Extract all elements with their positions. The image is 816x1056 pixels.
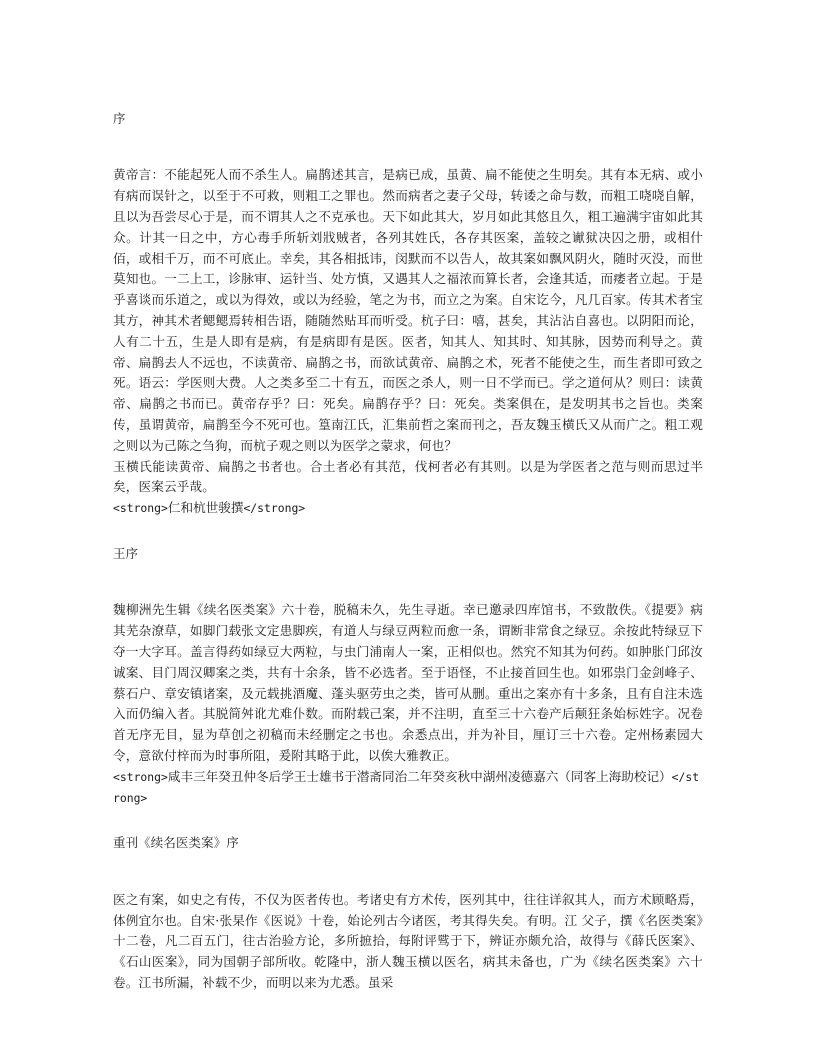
strong-close-tag-literal: </strong> [243, 501, 306, 516]
strong-open-tag-literal: <strong> [113, 501, 168, 516]
spacer [113, 850, 703, 890]
signature-wangxu-text: 咸丰三年癸丑仲冬后学王士雄书于潜斋同治二年癸亥秋中湖州凌德嘉六（同客上海助校记） [167, 768, 672, 784]
strong-close-tag-literal: </strong> [113, 769, 700, 805]
section-heading-xu: 序 [113, 111, 126, 126]
paragraph-xu-2: 玉横氏能读黄帝、扁鹊之书者也。合土者必有其范，伐柯者必有其则。以是为学医者之范与则而思过半矣，医案云乎哉。 [113, 458, 703, 495]
spacer [113, 808, 703, 837]
strong-open-tag-literal: <strong> [113, 769, 168, 784]
paragraph-xu-1: 黄帝言：不能起死人而不杀生人。扁鹊述其言，是病已成，虽黄、扁不能使之生明矣。其有本无病、或小有病而误针之，以至于不可救，则粗工之罪也。然而病者之妻子父母，转诿之命与数，而粗工哓哓自解，且以为吾尝尽心于是，而不谓其人之不克承也。天下如此其大，岁月如此其悠且久，粗工遍满宇宙如此其众。计其一日之中，方心毒手所斩刘戕贼者，各列其姓氏，各存其医案，盖较之谳狱决囚之册，或相什佰，或相千万，而不可底止。幸矣，其各相抵讳，闵默而不以告人，故其案如飘风阴火，随时灭没，而世莫知也。一二上工，诊脉审、运针当、处方慎，又遇其人之福浓而算长者，会逢其适，而痿者立起。于是乎喜谈而乐道之，或以为得效，或以为经验，笔之为书，而立之为案。自宋讫今，凡几百家。传其术者宝其方，神其术者鳃鳃焉转相告语，随随然贴耳而听受。杭子曰：嘻，甚矣，其沾沾自喜也。以阴阳而论，人有二十五，生是人即有是病，有是病即有是医。医者，知其人、知其时、知其脉，因势而利导之。黄帝、扁鹊去人不远也，不读黄帝、扁鹊之书，而欲试黄帝、扁鹊之术，死者不能使之生，而生者即可致之死。语云：学医则大费。人之类多至二十有五，而医之杀人，则一日不学而已。学之道何从？则曰：读黄帝、扁鹊之书而已。黄帝存乎？曰：死矣。扁鹊存乎？曰：死矣。类案俱在，是发明其书之旨也。类案传，虽谓黄帝，扁鹊至今不死可也。篁南江氏，汇集前哲之案而刊之，吾友魏玉横氏又从而广之。粗工观之则以为己陈之刍狗，而杭子观之则以为医学之蒙求，何也？ [113, 167, 703, 453]
section-heading-wangxu: 王序 [113, 545, 139, 561]
spacer [113, 519, 703, 548]
signature-xu-text: 仁和杭世骏撰 [167, 500, 244, 516]
document-body [113, 113, 703, 994]
paragraph-chongkan-1: 医之有案，如史之有传，不仅为医者传也。考诸史有方术传，医列其中，往往详叙其人，而方术顾略焉，体例宜尔也。自宋·张杲作《医说》十卷，始论列古今诸医，考其得失矣。有明。江 父子，撰《名医类案》十二卷，凡二百五门，往古治验方论，多所摭拾，每附评骘于下，辨证亦颇允洽，故得与《薛氏医案》、《石山医案》，同为国朝子部所收。乾隆中，浙人魏玉横以医名，病其未备也，广为《续名医类案》六十卷。江书所漏，补载不少，而明以来为尤悉。虽采 [113, 891, 703, 990]
spacer [113, 560, 703, 600]
paragraph-wangxu-1: 魏柳洲先生辑《续名医类案》六十卷，脱稿未久，先生寻逝。幸已邀录四库馆书，不致散佚。《提要》病其芜杂潦草，如脚门载张文定患脚疾，有道人与绿豆两粒而愈一条，谓断非常食之绿豆。余按此特绿豆下夺一大字耳。盖言得药如绿豆大两粒，与虫门浦南人一案，正相似也。然究不知其为何药。如肿胀门邱汝诚案、目门周汉卿案之类，共有十余条，皆不必选者。至于语怪，不止接首回生也。如邪祟门金剑峰子、蔡石户、章安镇诸案，及元载挑酒魔、蓬头驱劳虫之类，皆可从删。重出之案亦有十多条，且有自注未选入而仍编入者。其脱简舛讹尤难仆数。而附载己案，并不注明，直至三十六卷产后颠狂条始标姓字。况卷首无序无目，显为草创之初稿而未经删定之书也。余悉点出，并为补目，厘订三十六卷。定州杨素园大令，意欲付梓而为时事所阻，爰附其略于此，以俟大雅教正。 [113, 602, 703, 763]
signature-xu [113, 498, 703, 519]
section-heading-chongkan: 重刊《续名医类案》序 [113, 835, 239, 851]
spacer [113, 125, 703, 165]
signature-wangxu [113, 767, 703, 809]
